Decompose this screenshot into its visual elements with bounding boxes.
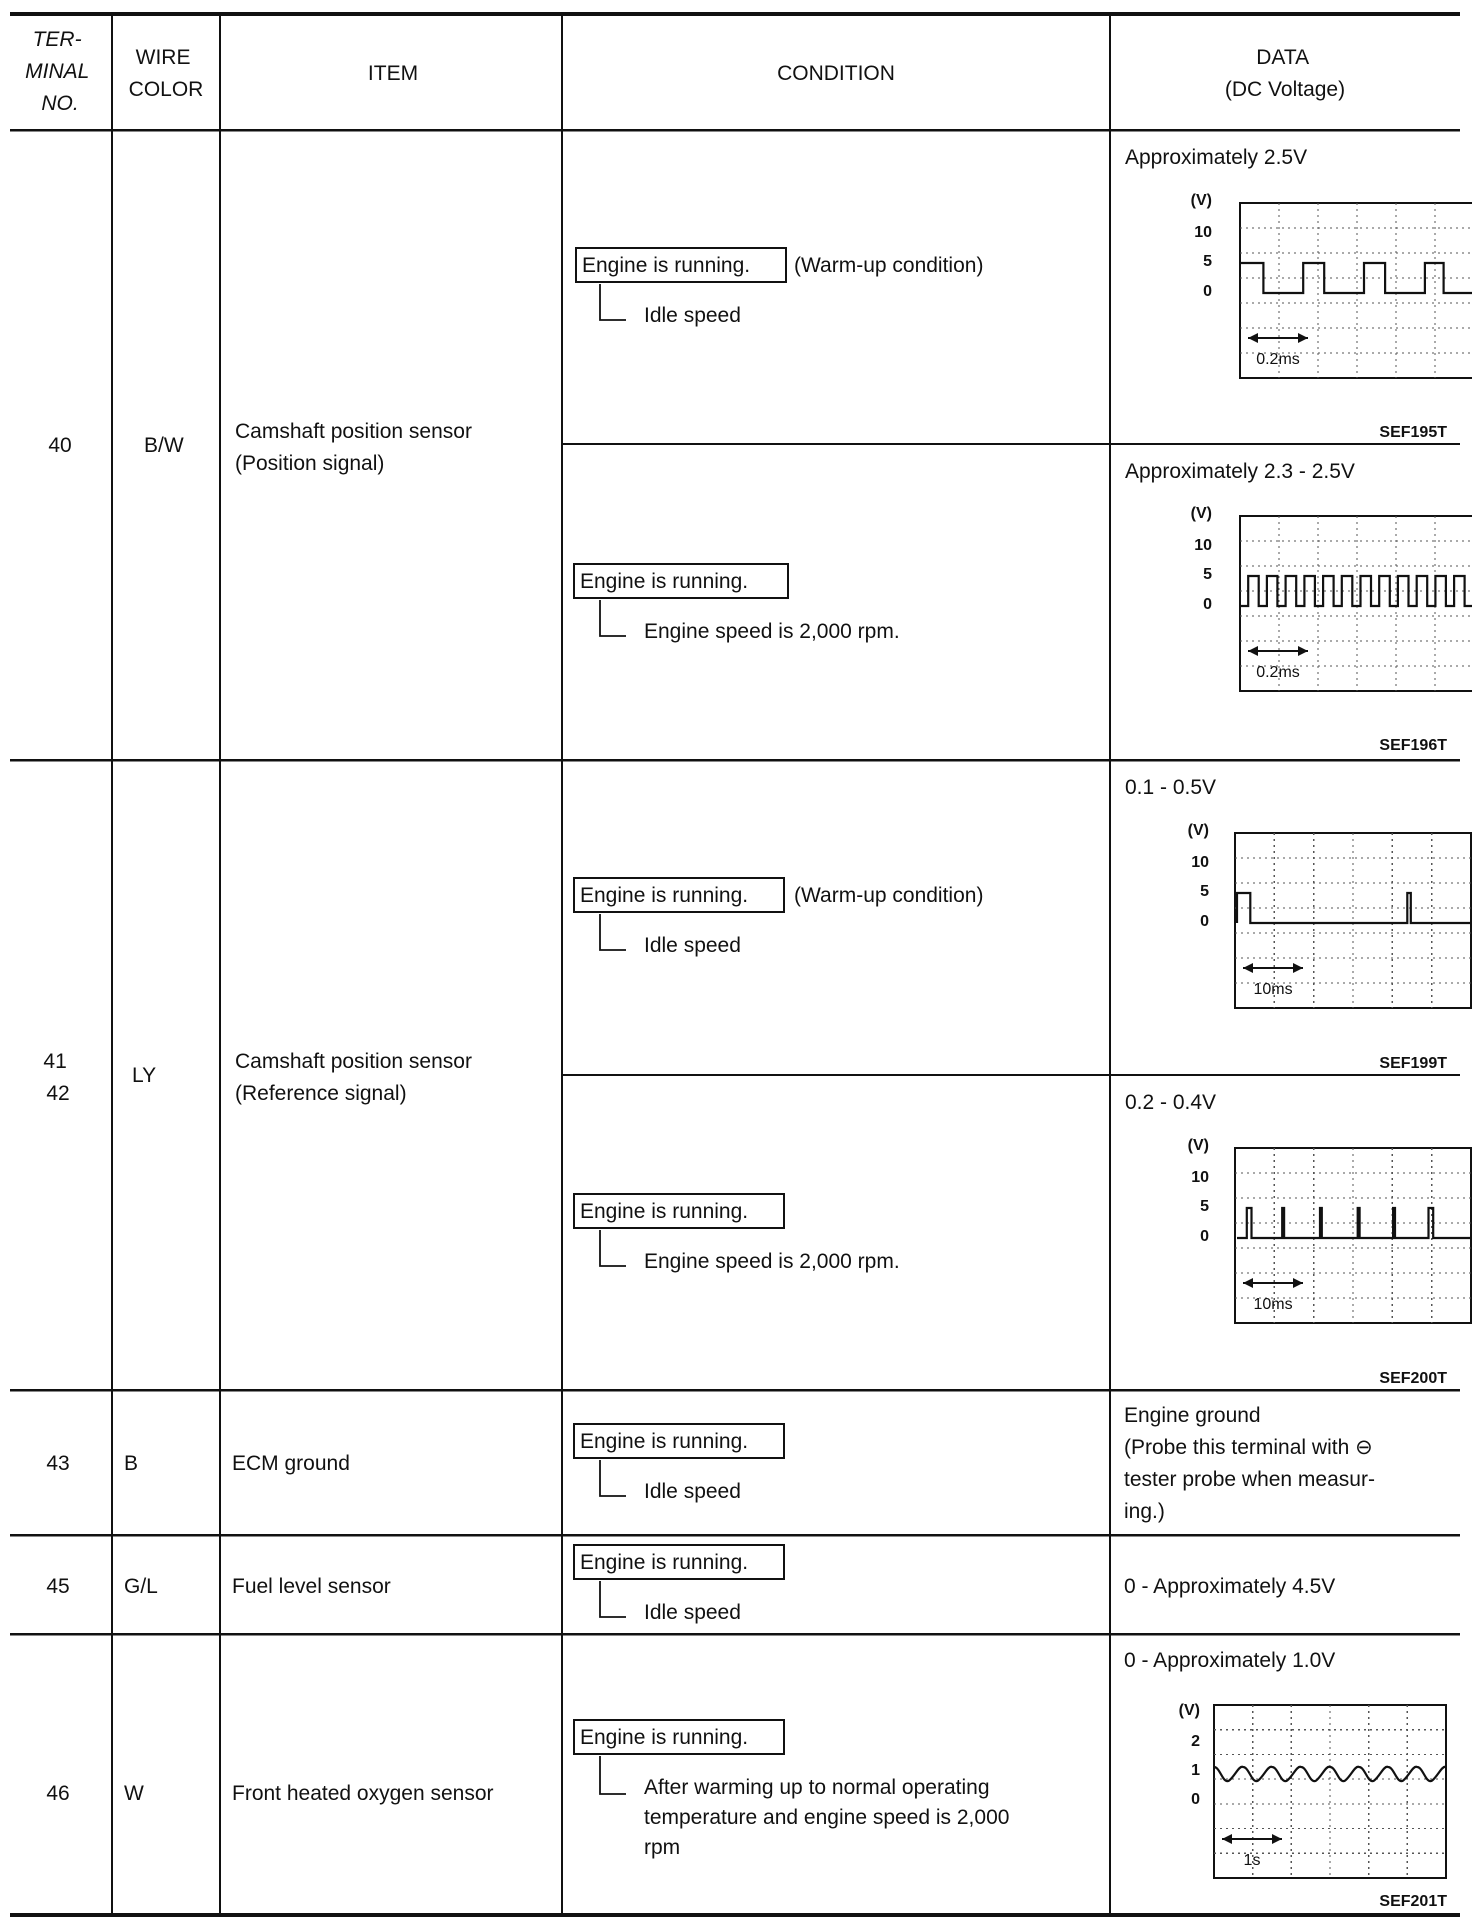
condition-boxed: Engine is running.	[580, 884, 749, 907]
table-row	[46, 1404, 1380, 1523]
y-tick: 0	[1203, 596, 1212, 613]
y-tick: 10	[1194, 224, 1212, 241]
item-name: Camshaft position sensor (Reference signal)	[235, 1050, 472, 1105]
y-tick: 0	[1200, 913, 1209, 930]
data-value: 0 - Approximately 4.5V	[1124, 1575, 1336, 1598]
y-tick: 1	[1191, 1762, 1200, 1779]
condition	[574, 564, 900, 643]
item-name: Camshaft position sensor (Position signal)	[235, 420, 472, 475]
condition-boxed: Engine is running.	[580, 570, 749, 593]
condition-boxed: Engine is running.	[580, 1551, 749, 1574]
terminal-no: 41 42	[43, 1050, 70, 1105]
time-div-label: 10ms	[1253, 981, 1293, 998]
condition-extra: (Warm-up condition)	[794, 884, 984, 907]
y-tick: 5	[1200, 1198, 1209, 1215]
terminal-no: 43	[46, 1452, 70, 1475]
waveform-code: SEF195T	[1379, 424, 1447, 441]
header-condition: CONDITION	[777, 62, 895, 85]
y-tick: 0	[1191, 1791, 1200, 1808]
condition-connector	[600, 1230, 626, 1266]
header-terminal-no: TER- MINAL NO.	[25, 28, 89, 115]
y-tick: 5	[1203, 253, 1212, 270]
condition-extra: (Warm-up condition)	[794, 254, 984, 277]
table-row	[43, 776, 1471, 1387]
time-div-label: 10ms	[1253, 1296, 1293, 1313]
item-name: Fuel level sensor	[232, 1575, 391, 1598]
condition-boxed: Engine is running.	[582, 254, 751, 277]
header-item: ITEM	[367, 62, 419, 85]
data-value: Engine ground (Probe this terminal with ⊖ tester probe when measur- ing.)	[1124, 1404, 1375, 1523]
condition-connector	[600, 284, 626, 320]
y-tick: 10	[1191, 1169, 1209, 1186]
condition-sub: Engine speed is 2,000 rpm.	[644, 620, 900, 643]
terminal-no: 40	[48, 434, 72, 457]
condition-connector	[600, 914, 626, 950]
table-row	[48, 146, 1472, 754]
condition-boxed: Engine is running.	[580, 1726, 749, 1749]
y-tick: 10	[1194, 537, 1212, 554]
waveform-code: SEF199T	[1379, 1055, 1447, 1072]
waveform-unit: (V)	[1187, 822, 1209, 839]
item-name: Front heated oxygen sensor	[232, 1782, 494, 1805]
condition	[574, 1545, 784, 1624]
terminal-no: 46	[46, 1782, 70, 1805]
y-tick: 0	[1200, 1228, 1209, 1245]
condition-sub: Idle speed	[644, 1601, 741, 1624]
waveform-SEF195T	[1191, 192, 1472, 378]
condition	[574, 1424, 784, 1503]
data-value: 0.1 - 0.5V	[1125, 776, 1217, 799]
time-scale	[1248, 646, 1308, 681]
time-scale	[1248, 333, 1308, 368]
waveform-SEF199T	[1188, 822, 1471, 1008]
condition-connector	[600, 600, 626, 636]
y-tick: 5	[1203, 566, 1212, 583]
waveform-SEF201T	[1179, 1702, 1446, 1878]
y-tick: 5	[1200, 883, 1209, 900]
header-wire-color: WIRE COLOR	[128, 46, 204, 101]
condition-sub: Idle speed	[644, 934, 741, 957]
data-value: 0 - Approximately 1.0V	[1124, 1649, 1336, 1672]
condition-sub: After warming up to normal operating temperature and engine speed is 2,000 rpm	[644, 1776, 1010, 1859]
time-div-label: 1s	[1243, 1852, 1261, 1869]
condition-connector	[600, 1460, 626, 1496]
condition-boxed: Engine is running.	[580, 1430, 749, 1453]
wire-color: B	[124, 1452, 139, 1475]
condition-connector	[600, 1756, 626, 1794]
time-div-label: 0.2ms	[1256, 351, 1300, 368]
waveform-unit: (V)	[1190, 505, 1212, 522]
condition	[574, 1194, 900, 1273]
table-header	[25, 28, 1345, 115]
waveform-unit: (V)	[1187, 1137, 1209, 1154]
wire-color: B/W	[144, 434, 184, 457]
waveform-code: SEF196T	[1379, 737, 1447, 754]
table-row	[46, 1649, 1447, 1910]
waveform-unit: (V)	[1178, 1702, 1200, 1719]
time-div-label: 0.2ms	[1256, 664, 1300, 681]
data-value: Approximately 2.5V	[1125, 146, 1308, 169]
data-value: 0.2 - 0.4V	[1125, 1091, 1217, 1114]
waveform-code: SEF200T	[1379, 1370, 1447, 1387]
waveform-SEF196T	[1191, 505, 1472, 691]
wire-color: W	[124, 1782, 144, 1805]
condition	[576, 248, 983, 327]
condition-sub: Idle speed	[644, 1480, 741, 1503]
condition	[574, 878, 983, 957]
condition	[574, 1720, 1015, 1859]
y-tick: 10	[1191, 854, 1209, 871]
wire-color: G/L	[124, 1575, 158, 1598]
waveform-unit: (V)	[1190, 192, 1212, 209]
terminal-no: 45	[46, 1575, 70, 1598]
condition-sub: Engine speed is 2,000 rpm.	[644, 1250, 900, 1273]
condition-connector	[600, 1581, 626, 1617]
y-tick: 0	[1203, 283, 1212, 300]
waveform-SEF200T	[1188, 1137, 1471, 1323]
table-row	[46, 1545, 1335, 1624]
y-tick: 2	[1191, 1733, 1200, 1750]
wire-color: LY	[132, 1064, 157, 1087]
waveform-code: SEF201T	[1379, 1893, 1447, 1910]
item-name: ECM ground	[232, 1452, 350, 1475]
condition-boxed: Engine is running.	[580, 1200, 749, 1223]
condition-sub: Idle speed	[644, 304, 741, 327]
header-data: DATA (DC Voltage)	[1224, 46, 1346, 101]
data-value: Approximately 2.3 - 2.5V	[1125, 460, 1355, 483]
